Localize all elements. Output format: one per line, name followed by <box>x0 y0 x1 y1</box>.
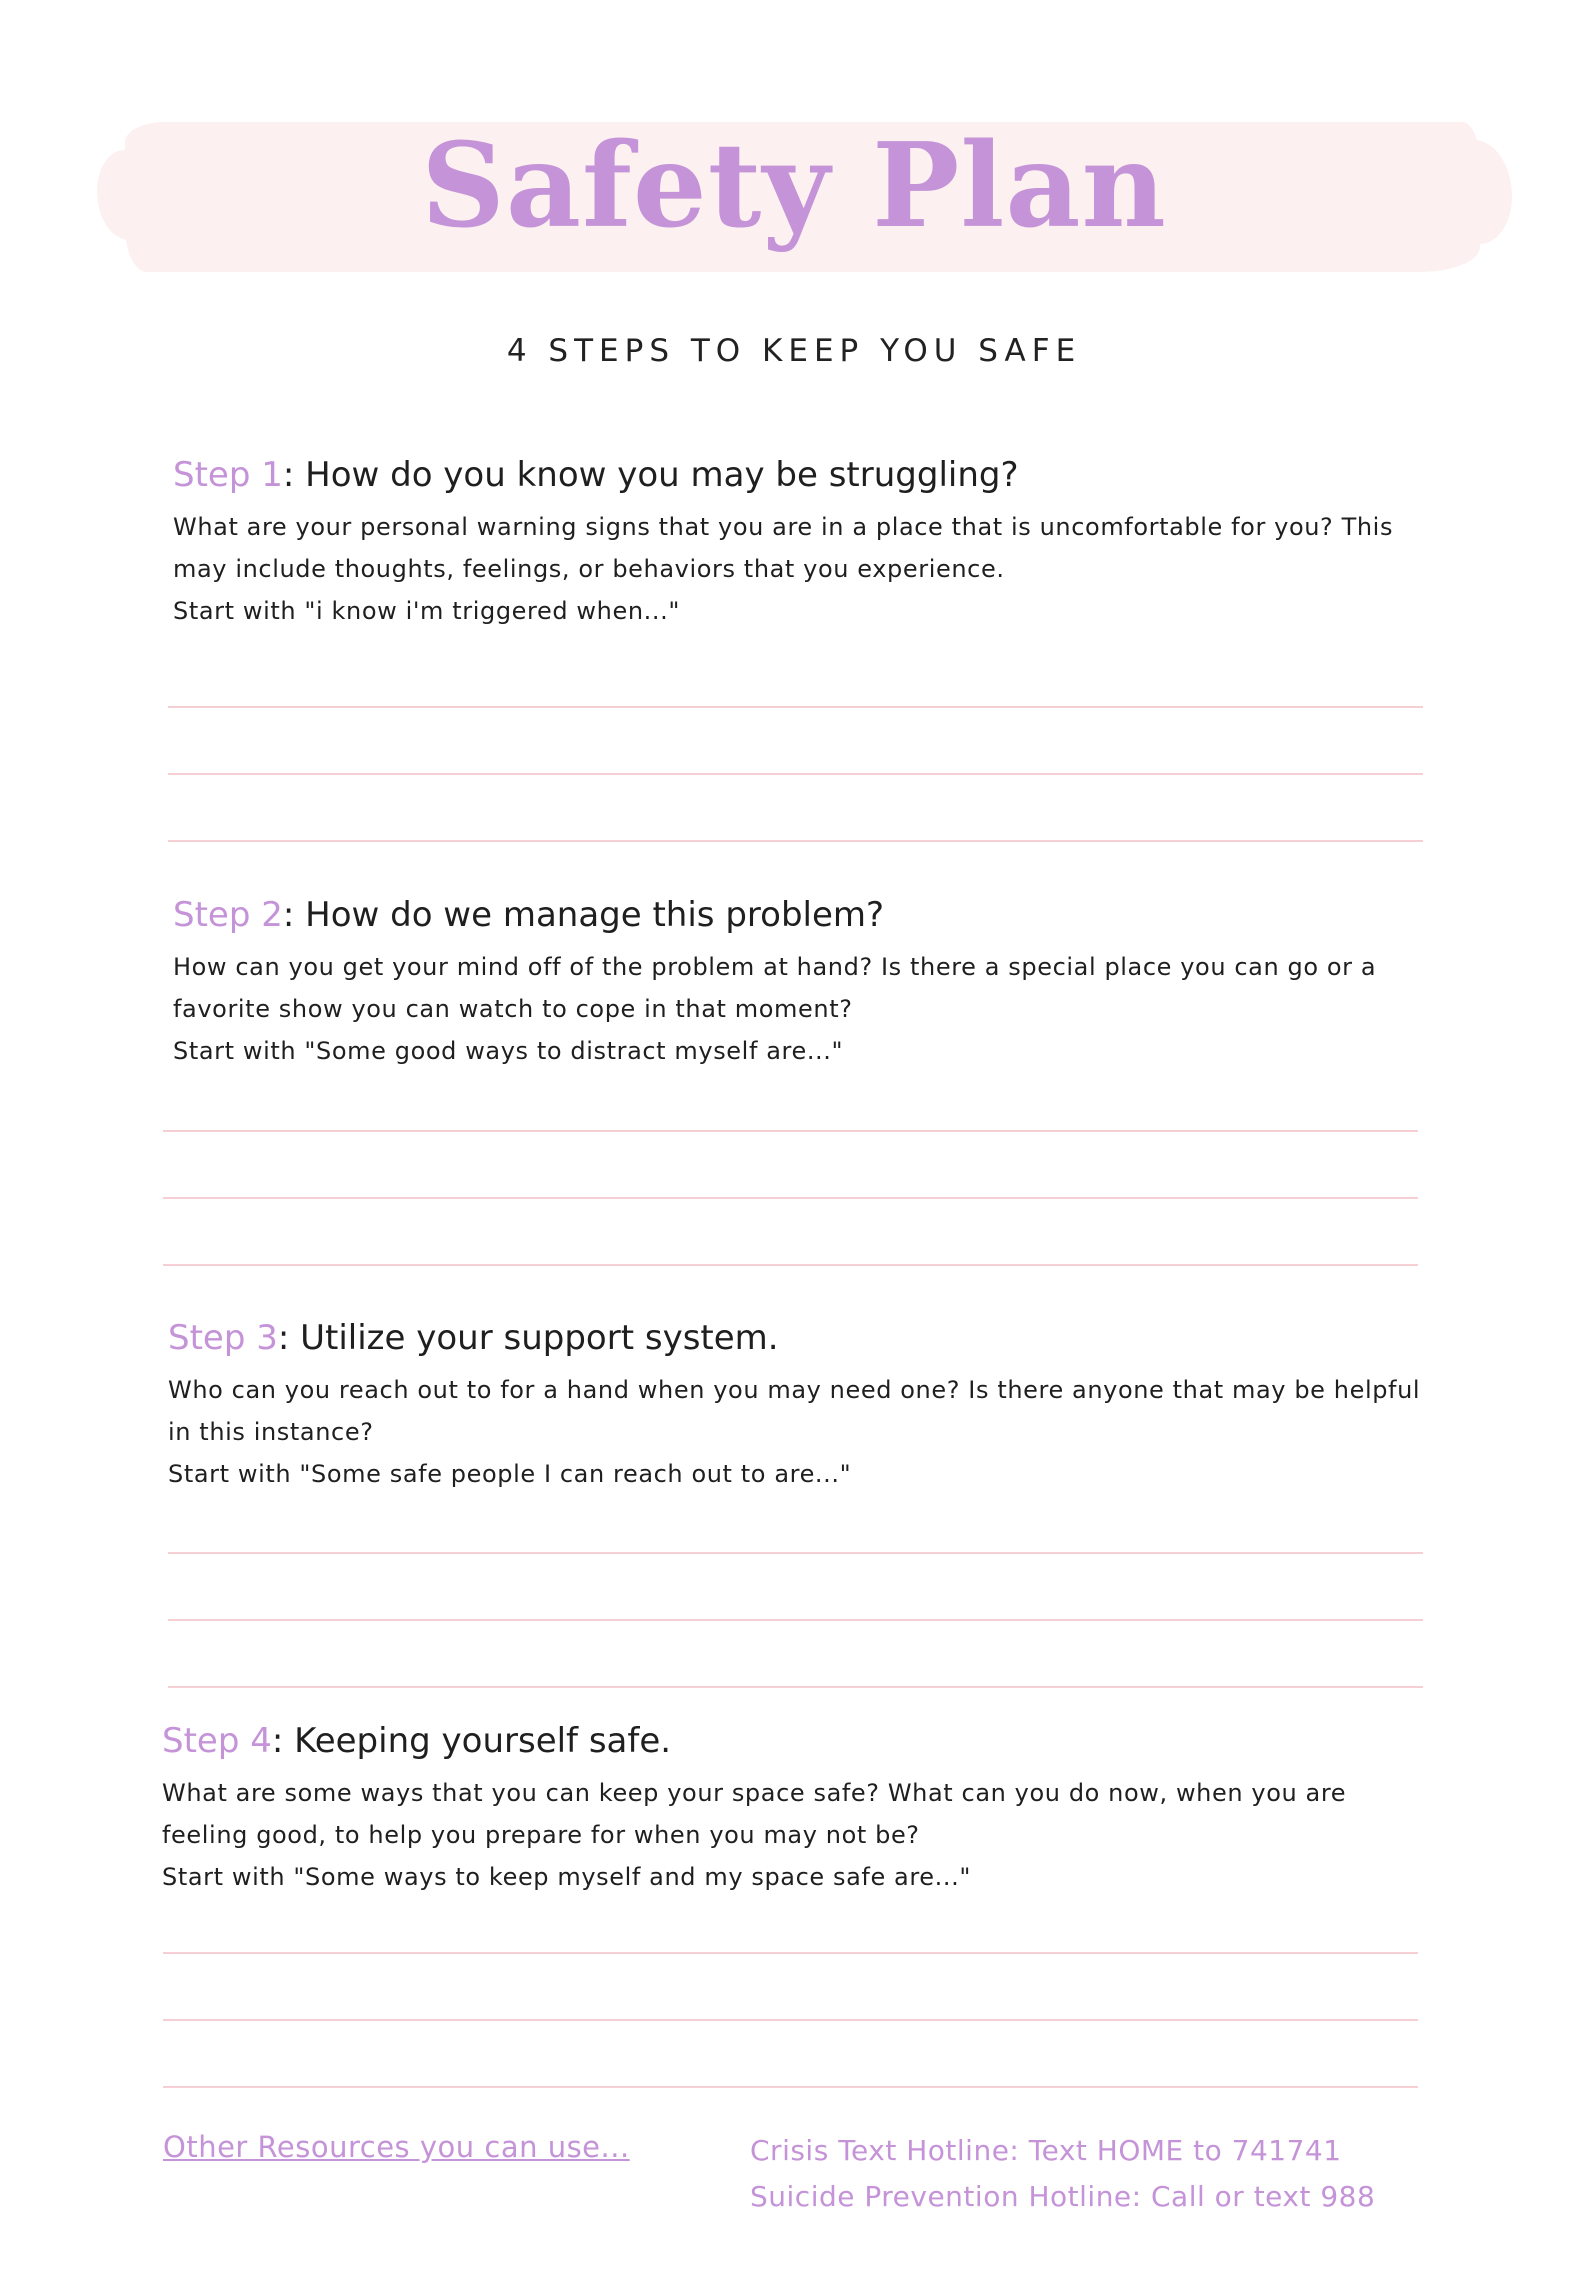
step-1-description <box>173 506 1433 632</box>
step-3-label: Step 3 <box>168 1318 278 1358</box>
step-2-description-text: How can you get your mind off of the problem at hand? Is there a special place you can go or a favorite show you can watch to cope in that moment? <box>173 952 1377 1023</box>
step-4-heading <box>162 1721 1422 1762</box>
step-1-description-text: What are your personal warning signs that you are in a place that is uncomfortable for you? This may include thoughts, feelings, or behaviors that you experience. <box>173 512 1394 583</box>
step-2-prompt: Start with "Some good ways to distract myself are..." <box>173 1036 844 1065</box>
page-title: Safety Plan <box>421 118 1167 254</box>
step-1-heading <box>173 455 1433 496</box>
step-3-heading <box>168 1318 1428 1359</box>
other-resources-link[interactable]: Other Resources you can use... <box>163 2130 630 2164</box>
step-2-section <box>173 895 1433 1072</box>
step-1-answer-lines[interactable] <box>168 706 1423 907</box>
answer-line[interactable] <box>168 1619 1423 1621</box>
step-3-prompt: Start with "Some safe people I can reach out to are..." <box>168 1459 852 1488</box>
answer-line[interactable] <box>163 2086 1418 2088</box>
step-1-section <box>173 455 1433 632</box>
step-4-section <box>162 1721 1422 1898</box>
step-4-label: Step 4 <box>162 1721 272 1761</box>
step-2-heading <box>173 895 1433 936</box>
answer-line[interactable] <box>168 773 1423 775</box>
step-3-description-text: Who can you reach out to for a hand when you may need one? Is there anyone that may be helpful in this instance? <box>168 1375 1421 1446</box>
step-3-section <box>168 1318 1428 1495</box>
step-4-description <box>162 1772 1422 1898</box>
step-2-label: Step 2 <box>173 895 283 935</box>
answer-line[interactable] <box>163 2019 1418 2021</box>
answer-line[interactable] <box>168 706 1423 708</box>
answer-line[interactable] <box>163 1952 1418 1954</box>
hotlines-block <box>750 2128 1375 2220</box>
page-subtitle: 4 STEPS TO KEEP YOU SAFE <box>506 333 1082 369</box>
crisis-text-hotline: Crisis Text Hotline: Text HOME to 741741 <box>750 2134 1342 2167</box>
step-4-prompt: Start with "Some ways to keep myself and my space safe are..." <box>162 1862 971 1891</box>
answer-line[interactable] <box>168 1686 1423 1688</box>
step-2-answer-lines[interactable] <box>163 1130 1418 1331</box>
answer-line[interactable] <box>168 1552 1423 1554</box>
step-4-answer-lines[interactable] <box>163 1952 1418 2153</box>
answer-line[interactable] <box>163 1130 1418 1132</box>
step-1-prompt: Start with "i know i'm triggered when..." <box>173 596 680 625</box>
step-4-question: : Keeping yourself safe. <box>271 1721 672 1761</box>
step-3-description <box>168 1369 1428 1495</box>
step-2-question: : How do we manage this problem? <box>282 895 885 935</box>
answer-line[interactable] <box>163 1264 1418 1266</box>
step-4-description-text: What are some ways that you can keep your space safe? What can you do now, when you are feeling good, to help you prepare for when you may not be? <box>162 1778 1347 1849</box>
step-1-label: Step 1 <box>173 455 283 495</box>
step-1-question: : How do you know you may be struggling? <box>282 455 1019 495</box>
answer-line[interactable] <box>168 840 1423 842</box>
suicide-prevention-hotline: Suicide Prevention Hotline: Call or text 988 <box>750 2180 1376 2213</box>
step-2-description <box>173 946 1433 1072</box>
step-3-question: : Utilize your support system. <box>277 1318 779 1358</box>
answer-line[interactable] <box>163 1197 1418 1199</box>
